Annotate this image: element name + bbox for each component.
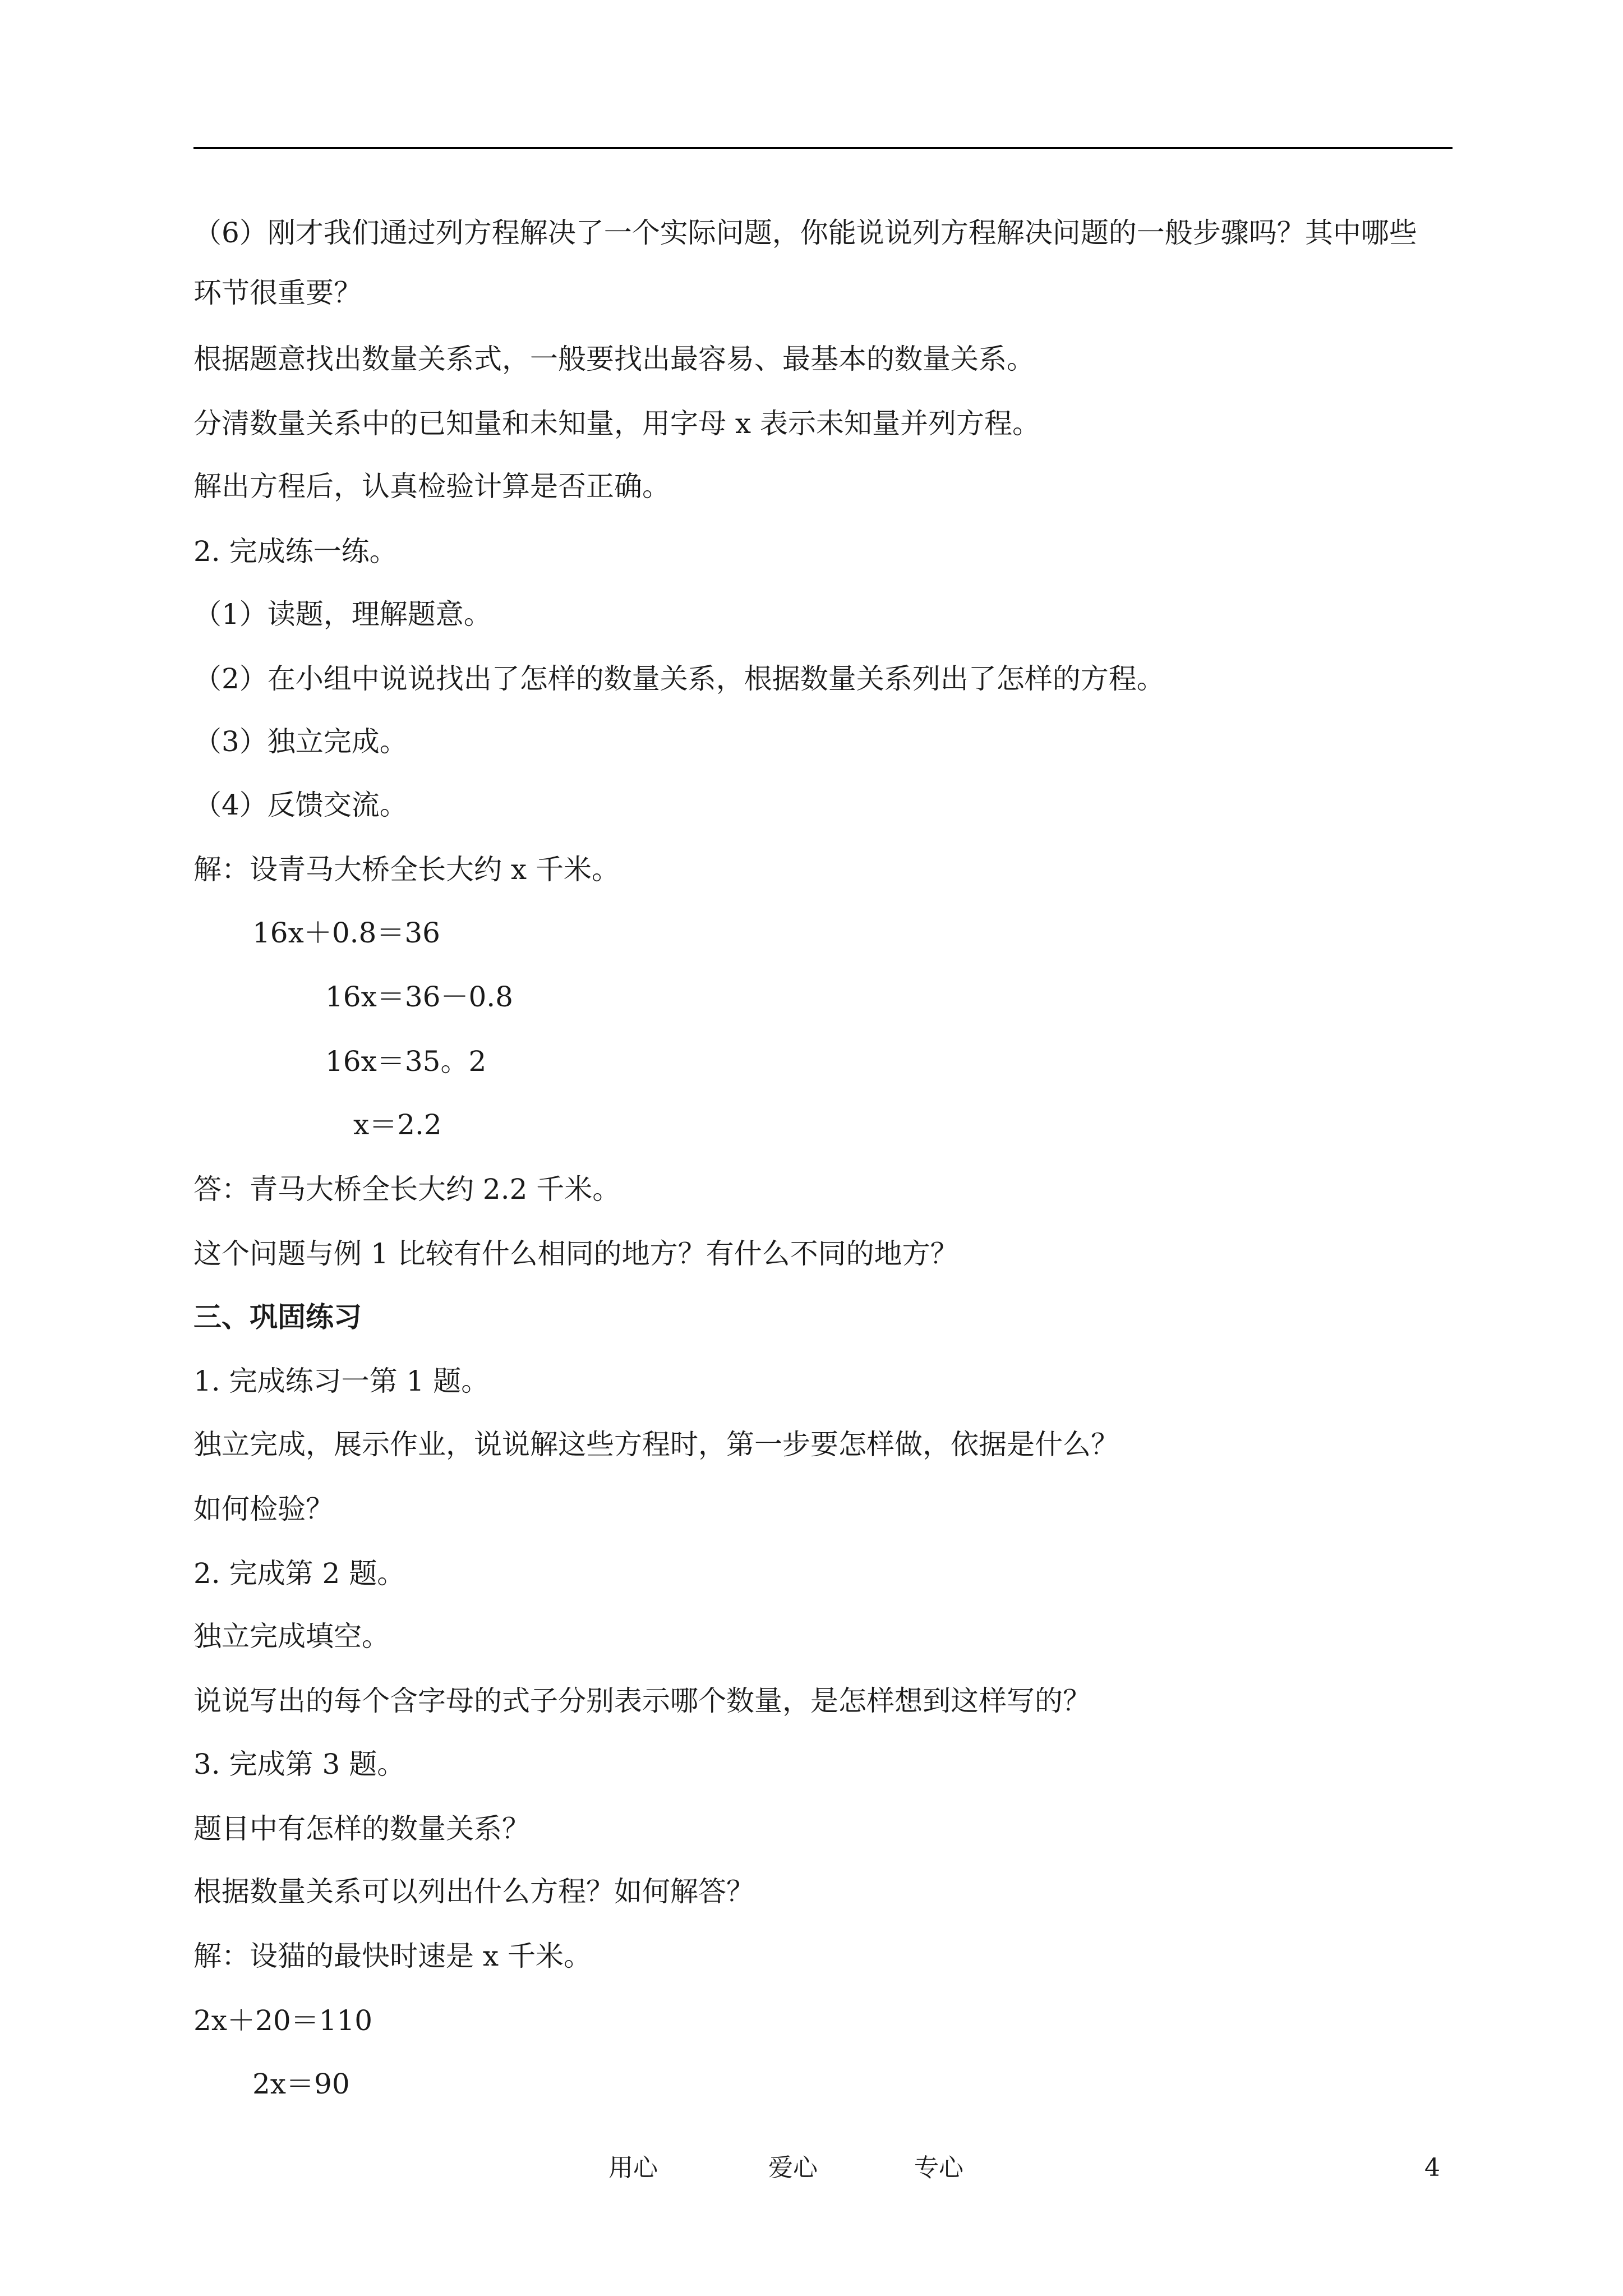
- list-item: （3）独立完成。: [193, 725, 408, 758]
- paragraph-line: 根据数量关系可以列出什么方程？如何解答？: [193, 1875, 754, 1908]
- header-rule: [193, 147, 1453, 149]
- paragraph-line: 根据题意找出数量关系式，一般要找出最容易、最基本的数量关系。: [193, 343, 1035, 375]
- paragraph-line: 分清数量关系中的已知量和未知量，用字母 x 表示未知量并列方程。: [193, 407, 1040, 440]
- numbered-item: 2. 完成第 2 题。: [193, 1557, 405, 1590]
- footer-text: 专心: [914, 2154, 963, 2182]
- numbered-item: 2. 完成练一练。: [193, 535, 398, 568]
- solution-line: 解：设猫的最快时速是 x 千米。: [193, 1940, 592, 1972]
- equation-line: x＝2.2: [353, 1108, 442, 1141]
- equation-line: 16x＋0.8＝36: [252, 917, 440, 949]
- list-item: （2）在小组中说说找出了怎样的数量关系，根据数量关系列出了怎样的方程。: [193, 662, 1165, 695]
- paragraph-line: 独立完成，展示作业，说说解这些方程时，第一步要怎样做，依据是什么？: [193, 1428, 1119, 1461]
- numbered-item: 3. 完成第 3 题。: [193, 1748, 405, 1780]
- paragraph-line: 如何检验？: [193, 1493, 334, 1525]
- paragraph-line: 题目中有怎样的数量关系？: [193, 1812, 530, 1845]
- list-item: （4）反馈交流。: [193, 789, 408, 821]
- paragraph-line: 解出方程后，认真检验计算是否正确。: [193, 470, 670, 503]
- section-heading: 三、巩固练习: [193, 1300, 362, 1333]
- equation-line: 16x＝36－0.8: [325, 981, 513, 1013]
- list-item: （1）读题，理解题意。: [193, 598, 492, 631]
- solution-line: 解：设青马大桥全长大约 x 千米。: [193, 853, 620, 886]
- paragraph-line: 环节很重要？: [193, 277, 362, 309]
- answer-line: 答：青马大桥全长大约 2.2 千米。: [193, 1173, 621, 1205]
- equation-line: 16x＝35。2: [325, 1045, 487, 1078]
- equation-line: 2x＝90: [252, 2068, 350, 2100]
- footer-text: 爱心: [768, 2154, 818, 2182]
- footer-text: 用心: [608, 2154, 658, 2182]
- equation-line: 2x＋20＝110: [193, 2004, 373, 2037]
- paragraph-line: 独立完成填空。: [193, 1620, 390, 1653]
- paragraph-line: （6）刚才我们通过列方程解决了一个实际问题，你能说说列方程解决问题的一般步骤吗？其中哪些: [193, 217, 1417, 249]
- paragraph-line: 说说写出的每个含字母的式子分别表示哪个数量，是怎样想到这样写的？: [193, 1685, 1091, 1717]
- page-number: 4: [1424, 2154, 1440, 2182]
- numbered-item: 1. 完成练习一第 1 题。: [193, 1365, 490, 1397]
- paragraph-line: 这个问题与例 1 比较有什么相同的地方？有什么不同的地方？: [193, 1237, 958, 1270]
